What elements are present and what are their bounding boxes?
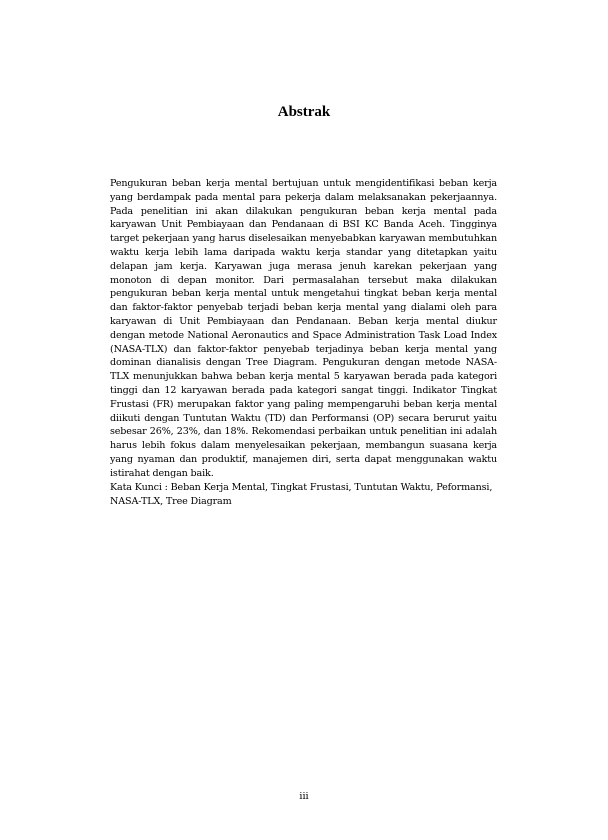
abstract-body: Pengukuran beban kerja mental bertujuan untuk mengidentifikasi beban kerja yang berdampak pada mental para pekerja dalam melaksanakan pekerjaannya. Pada penelitian ini akan dilakukan pengukuran beban kerja mental pada karyawan Unit Pembiayaan dan Pendanaan di BSI KC Banda Aceh. Tingginya target pekerjaan yang harus diselesaikan menyebabkan karyawan membutuhkan waktu kerja lebih lama daripada waktu kerja standar yang ditetapkan yaitu delapan jam kerja. Karyawan juga merasa jenuh karekan pekerjaan yang monoton di depan monitor. Dari permasalahan tersebut maka dilakukan pengukuran beban kerja mental untuk mengetahui tingkat beban kerja mental dan faktor-faktor penyebab terjadi beban kerja mental yang dialami oleh para karyawan di Unit Pembiayaan dan Pendanaan. Beban kerja mental diukur dengan metode National Aeronautics and Space Administration Task Load Index (NASA-TLX) dan faktor-faktor penyebab terjadinya beban kerja mental yang dominan dianalisis dengan Tree Diagram. Pengukuran dengan metode NASA-TLX menunjukkan bahwa beban kerja mental 5 karyawan berada pada kategori tinggi dan 12 karyawan berada pada kategori sangat tinggi. Indikator Tingkat Frustasi (FR) merupakan faktor yang paling mempengaruhi beban kerja mental diikuti dengan Tuntutan Waktu (TD) dan Performansi (OP) secara berurut yaitu sebesar 26%, 23%, dan 18%. Rekomendasi perbaikan untuk penelitian ini adalah harus lebih fokus dalam menyelesaikan pekerjaan, membangun suasana kerja yang nyaman dan produktif, manajemen diri, serta dapat menggunakan waktu istirahat dengan baik. [110,178,497,479]
keywords-line: Kata Kunci : Beban Kerja Mental, Tingkat Frustasi, Tuntutan Waktu, Peformansi, NASA-TLX, Tree Diagram [110,482,493,507]
page-number: iii [299,791,309,802]
abstract-title: Abstrak [277,104,331,120]
